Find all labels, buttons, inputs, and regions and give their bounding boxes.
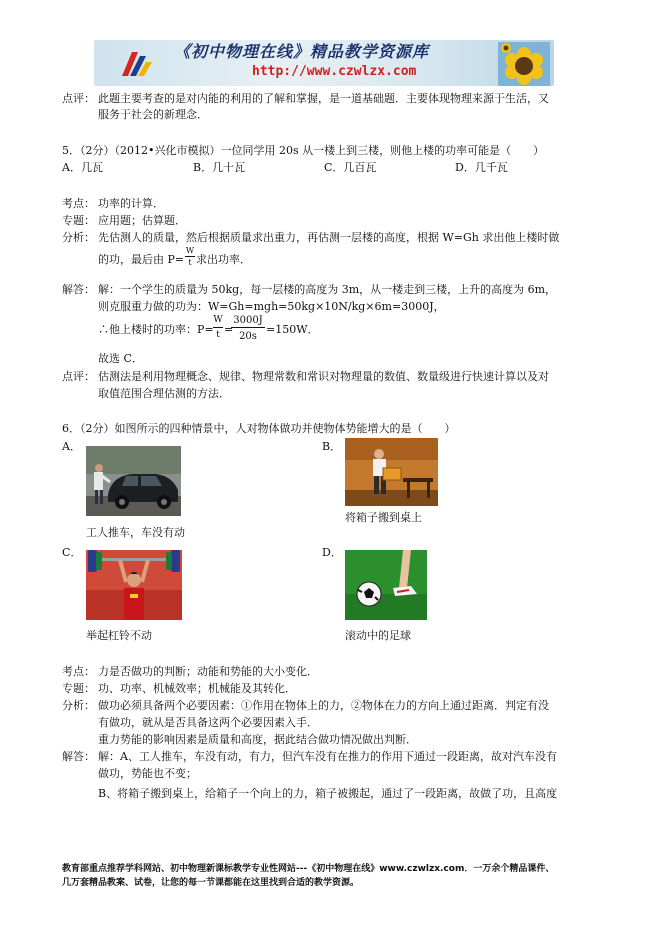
q6-jieda-line2: 做功，势能也不变； (98, 767, 197, 780)
q5-jieda-line3a: ∴他上楼时的功率：P= (98, 323, 214, 336)
caption-c: 举起杠铃不动 (86, 629, 152, 642)
caption-d: 滚动中的足球 (345, 629, 411, 642)
q6-fenxi-line1: 做功必须具备两个必要因素：①作用在物体上的力，②物体在力的方向上通过距离．判定有没 (98, 699, 549, 712)
q5-zhuanti-label: 专题： (62, 214, 95, 227)
q5-fenxi-frac-den: t (188, 258, 192, 267)
q5-jieda-den1: t (216, 330, 220, 340)
q6-jieda-line1: 解：A、工人推车，车没有动，有力，但汽车没有在推力的作用下通过一段距离，故对汽车没有 (98, 750, 557, 763)
q6-option-d: D． (322, 546, 342, 559)
q6-jieda-label: 解答： (62, 750, 95, 763)
q6-fenxi-line2: 有做功，就从是否具备这两个必要因素入手． (98, 716, 318, 729)
q5-option-b: B．几十瓦 (193, 161, 246, 174)
prev-comment-line1: 此题主要考查的是对内能的利用的了解和掌握，是一道基础题．主要体现物理来源于生活，又 (98, 92, 549, 105)
footer-line2: 几万套精品教案、试卷，让您的每一节课都能在这里找到合适的教学资源。 (62, 878, 360, 888)
q6-option-a: A． (62, 440, 81, 453)
banner-url[interactable]: http://www.czwlzx.com (252, 64, 417, 79)
site-logo-icon (116, 46, 160, 82)
q5-option-d: D．几千瓦 (455, 161, 508, 174)
weightlifter-photo (86, 550, 182, 620)
q5-jieda-line1: 解：一个学生的质量为 50kg，每一层楼的高度为 3m，从一楼走到三楼，上升的高度为 6m， (98, 283, 557, 296)
q5-jieda-line2: 则克服重力做的功为：W=Gh=mgh=50kg×10N/kg×6m=3000J， (98, 300, 445, 313)
q5-zhuanti: 应用题；估算题． (98, 214, 186, 227)
q5-option-c: C．几百瓦 (324, 161, 377, 174)
q6-option-b: B． (322, 440, 342, 453)
q5-jieda-line3b: =150W． (266, 323, 319, 336)
q6-zhuanti-label: 专题： (62, 682, 95, 695)
prev-comment-line2: 服务于社会的新理念． (98, 108, 208, 121)
q5-jieda-label: 解答： (62, 283, 95, 296)
q6-jieda-line3: B、将箱子搬到桌上，给箱子一个向上的力，箱子被搬起，通过了一段距离，故做了功，且高度 (98, 787, 558, 800)
q5-fenxi-line2a: 的功，最后由 P= (98, 253, 185, 266)
q5-fenxi-line1: 先估测人的质量，然后根据质量求出重力，再估测一层楼的高度，根据 W=Gh 求出他上楼时做 (98, 231, 560, 244)
q6-kaodian-label: 考点： (62, 665, 95, 678)
q6-zhuanti: 功、功率、机械效率；机械能及其转化． (98, 682, 296, 695)
q6-fenxi-line3: 重力势能的影响因素是质量和高度，据此结合做功情况做出判断． (98, 733, 417, 746)
footer-line1: 教育部重点推荐学科网站、初中物理新课标教学专业性网站---《初中物理在线》www.czwlzx.com．一万余个精品课件、 (62, 864, 555, 874)
q5-jieda-num2: 3000J (233, 315, 263, 326)
q5-jieda-num1: W (213, 315, 223, 325)
q5-fenxi-line2b: 求出功率． (196, 253, 251, 266)
lifting-box-photo (345, 438, 438, 506)
q6-kaodian: 力是否做功的判断；动能和势能的大小变化． (98, 665, 318, 678)
soccer-ball-photo (345, 550, 427, 620)
q6-fenxi-label: 分析： (62, 699, 95, 712)
worker-pushing-car-photo (86, 446, 181, 516)
caption-b: 将箱子搬到桌上 (345, 511, 422, 524)
q5-jieda-line4: 故选 C． (98, 352, 143, 365)
q6-stem: 6．（2分）如图所示的四种情景中，人对物体做功并使物体势能增大的是（ ） (62, 422, 456, 435)
q5-dianping-line2: 取值范围合理估测的方法． (98, 387, 230, 400)
banner-title: 《初中物理在线》精品教学资源库 (174, 42, 430, 61)
header-banner (94, 40, 554, 86)
q5-dianping-label: 点评： (62, 370, 95, 383)
q5-kaodian-label: 考点： (62, 197, 95, 210)
prev-comment-label: 点评： (62, 92, 95, 105)
sunflower-icon (498, 42, 550, 86)
q5-option-a: A．几瓦 (62, 161, 103, 174)
q5-kaodian: 功率的计算． (98, 197, 164, 210)
q5-fenxi-frac-num: W (185, 246, 195, 255)
q5-jieda-eq: = (224, 323, 234, 336)
q5-stem: 5．（2分）（2012•兴化市模拟）一位同学用 20s 从一楼上到三楼，则他上楼的功率可能是（ ） (62, 144, 545, 157)
q6-option-c: C． (62, 546, 82, 559)
q5-jieda-den2: 20s (239, 331, 257, 342)
caption-a: 工人推车，车没有动 (86, 526, 185, 539)
q5-fenxi-label: 分析： (62, 231, 95, 244)
q5-dianping-line1: 估测法是利用物理概念、规律、物理常数和常识对物理量的数值、数量级进行快速计算以及对 (98, 370, 549, 383)
